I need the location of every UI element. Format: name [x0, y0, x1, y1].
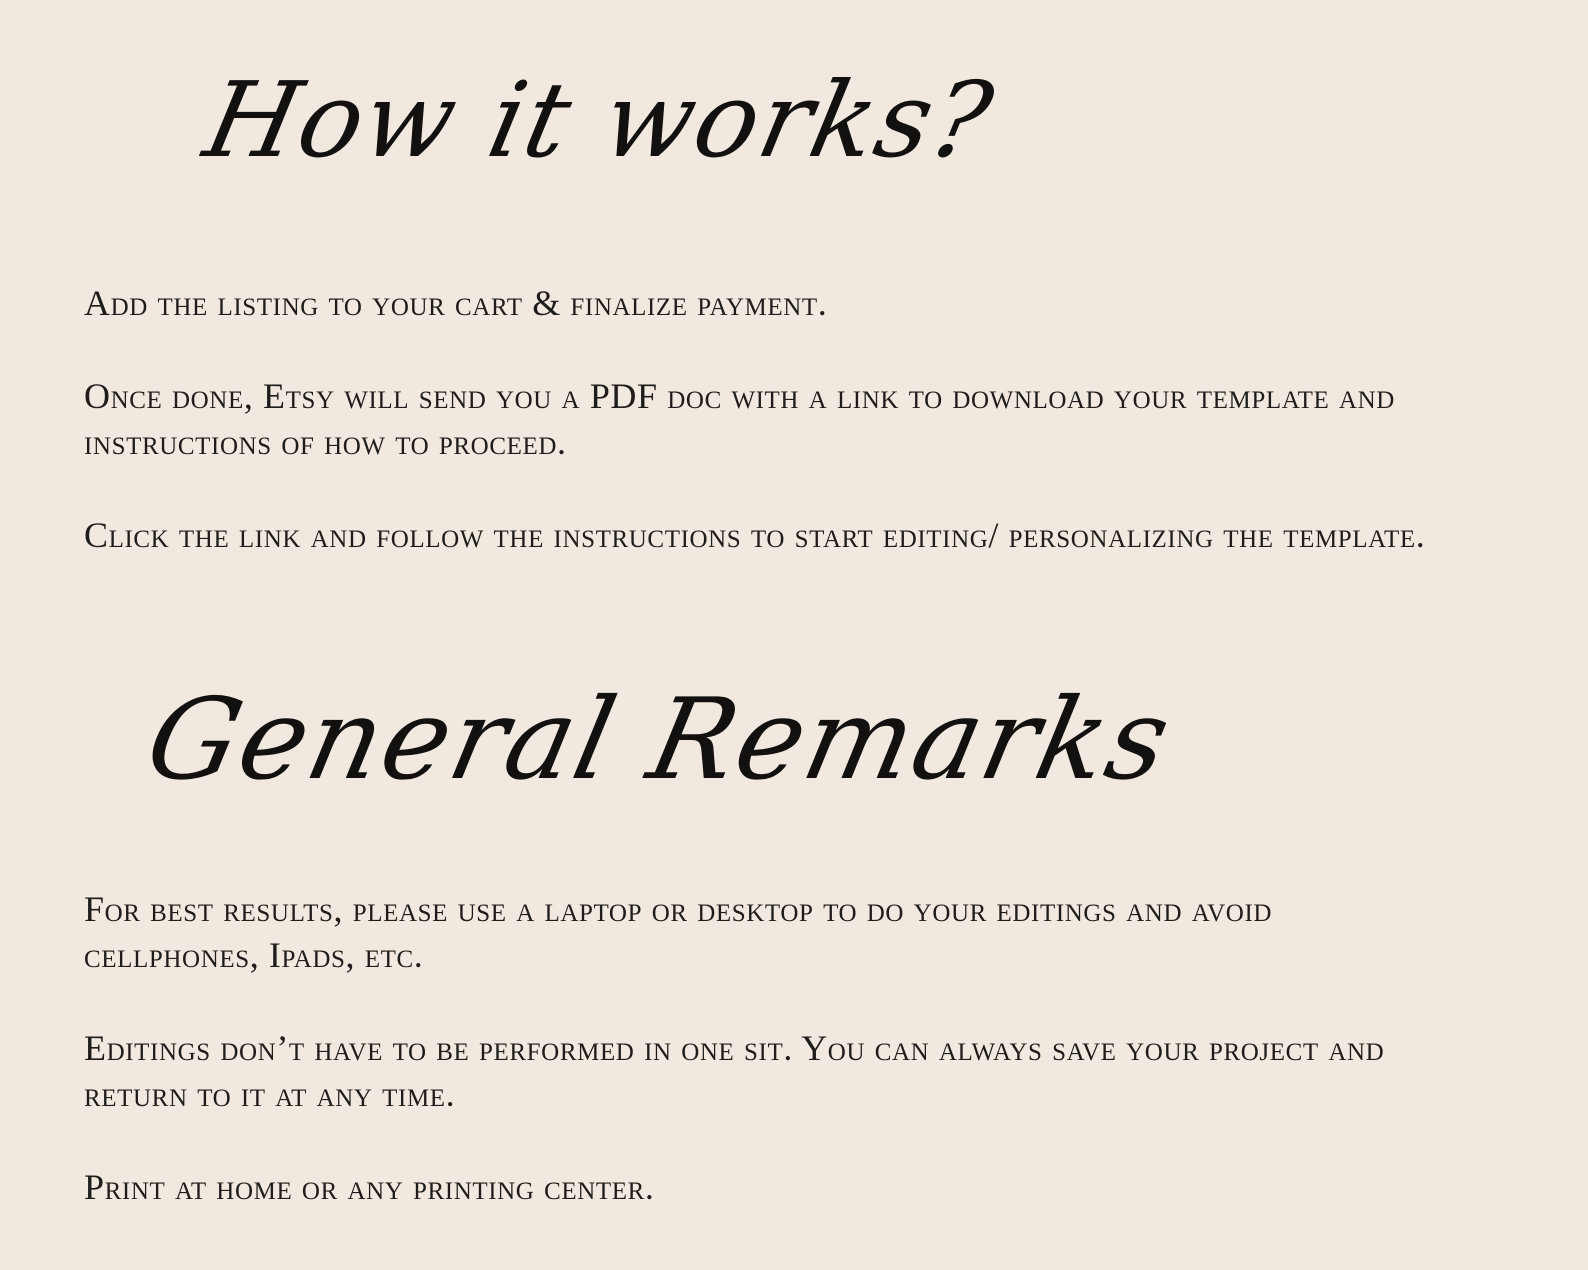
how-it-works-heading: How it works?: [195, 59, 1004, 181]
general-remark-2: Editings don’t have to be performed in one sit. You can always save your project and return to it at any time.: [84, 1028, 1385, 1114]
general-remarks-heading: General Remarks: [136, 675, 1183, 805]
how-it-works-step-1: Add the listing to your cart & finalize payment.: [84, 283, 828, 323]
how-it-works-step-3: Click the link and follow the instructions to start editing/ personalizing the template.: [84, 515, 1426, 555]
general-remark-3: Print at home or any printing center.: [84, 1167, 655, 1207]
how-it-works-step-2: Once done, Etsy will send you a PDF doc with a link to download your template and instructions of how to proceed.: [84, 376, 1395, 462]
general-remark-1: For best results, please use a laptop or desktop to do your editings and avoid cellphones, Ipads, etc.: [84, 889, 1273, 975]
